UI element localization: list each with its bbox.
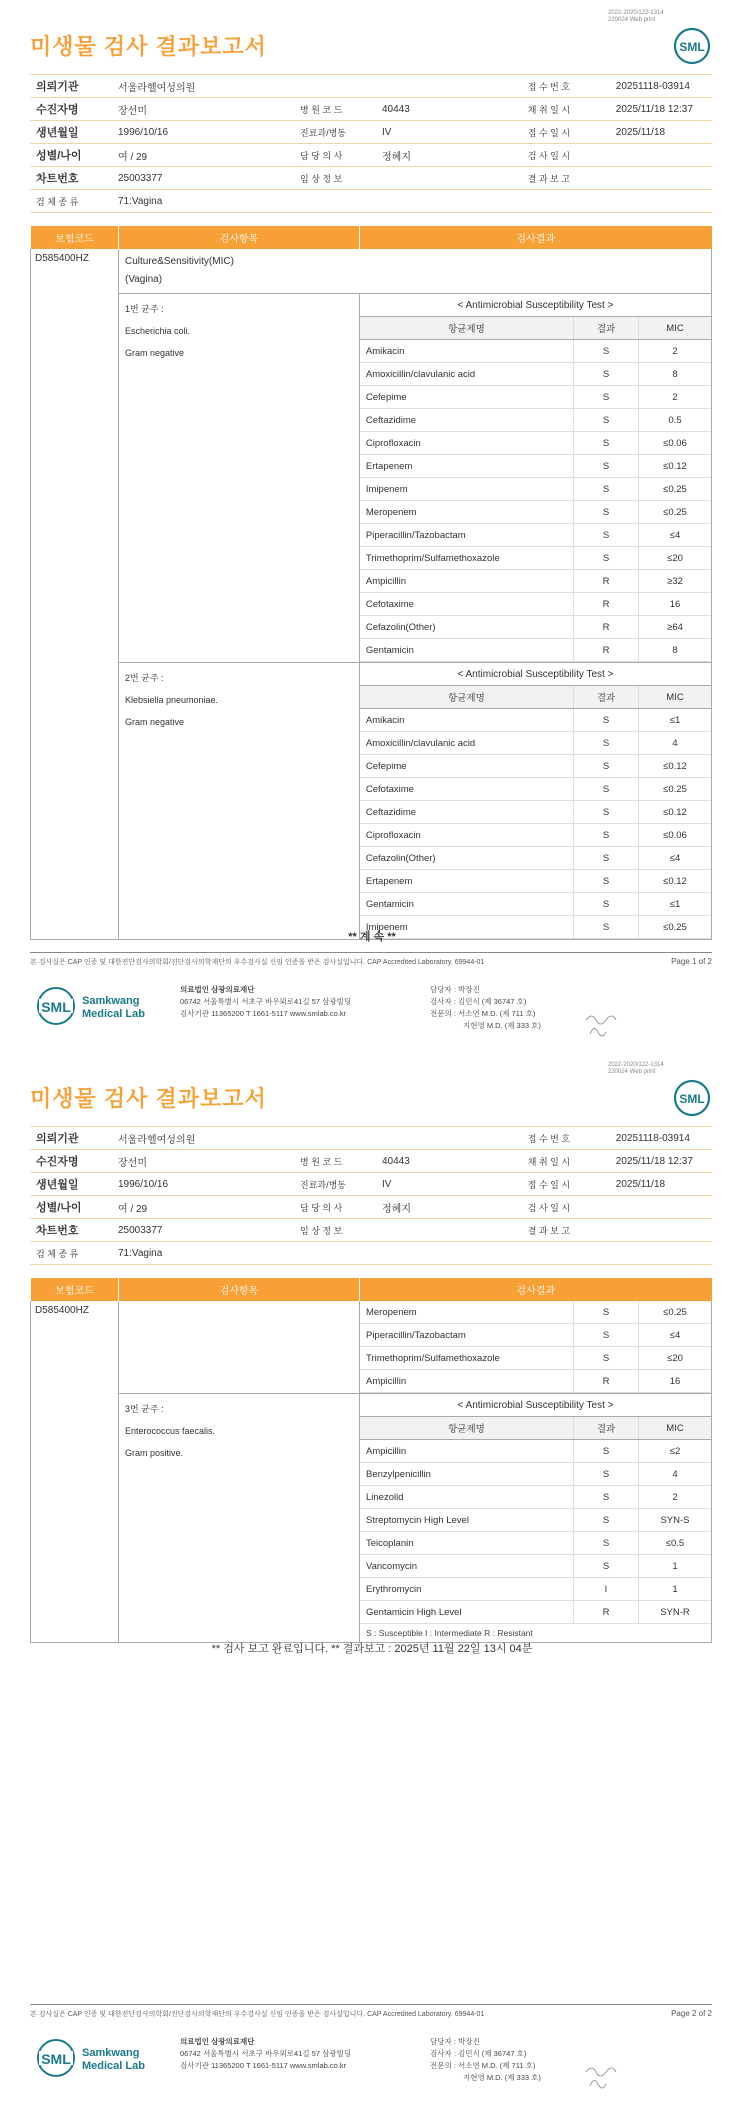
ast-row [360,455,711,478]
mic-value: ≤1 [639,893,712,916]
mic-value: 16 [639,593,712,616]
susceptibility-result: R [574,1601,639,1624]
antibiotic-name: Trimethoprim/Sulfamethoxazole [360,1347,574,1370]
ast-row [360,1370,711,1393]
susceptibility-result: S [574,363,639,386]
susceptibility-result: S [574,1555,639,1578]
ast-row [360,593,711,616]
ast-row [360,409,711,432]
ast-row [360,1301,711,1324]
ast-row [360,1601,711,1624]
susceptibility-result: S [574,1440,639,1463]
ast-row [360,893,711,916]
mic-value: ≤4 [639,847,712,870]
insurance-code: D585400HZ [31,1301,119,1643]
report-title: 미생물 검사 결과보고서 [30,34,267,59]
mic-value: SYN-S [639,1509,712,1532]
test-item: Culture&Sensitivity(MIC) (Vagina) [119,249,711,294]
ast-row [360,847,711,870]
mic-value: 4 [639,1463,712,1486]
susceptibility-result: S [574,1509,639,1532]
antibiotic-name: Cefazolin(Other) [360,616,574,639]
mic-value: 2 [639,386,712,409]
antibiotic-name: Ciprofloxacin [360,432,574,455]
ast-row [360,501,711,524]
print-code: 2022-2020/122-1314 220024 Web print [608,1062,664,1075]
mic-value: 16 [639,1370,712,1393]
mic-value: ≥32 [639,570,712,593]
patient-info-table: 의뢰기관 서울라헬여성의원 접 수 번 호 20251118-03914 수진자명 장선미 병 원 코 드 40443 채 취 일 시 2025/11/18 12:37 생년월일 1996/10/16 진료과/병동 IV 접 수 일 시 2025/11/18 성별/나이 여 / 29 담 당 의 사 정혜지 검 사 일 시 차트번호 25003377 임 상 정 보 결 과 보 고 검 체 종 류 71:Vagina [30,74,712,213]
ast-row [360,755,711,778]
mic-value: ≤0.25 [639,1301,712,1324]
antibiotic-name: Meropenem [360,501,574,524]
susceptibility-result: S [574,1486,639,1509]
antibiotic-name: Amoxicillin/clavulanic acid [360,732,574,755]
antibiotic-name: Imipenem [360,916,574,939]
ast-row [360,1440,711,1463]
ast-row [360,478,711,501]
samkwang-logo-icon [36,2038,156,2078]
susceptibility-result: S [574,1301,639,1324]
mic-value: ≤0.5 [639,1532,712,1555]
susceptibility-result: S [574,340,639,363]
ast-row [360,824,711,847]
mic-value: ≤0.12 [639,801,712,824]
antibiotic-name: Trimethoprim/Sulfamethoxazole [360,547,574,570]
ast-row [360,340,711,363]
result-table: 보험코드 검사항목 검사결과 D585400HZ Meropenem S ≤0.25 Piperacillin/Tazobactam S ≤4 Trimethoprim/Sulfamethoxazole S ≤20 Ampicillin R 16 3번 균주 : Enterococcus faecalis. Gram positive. < Antimicrobial Susceptibility Test > 항균제명 결과 MIC Ampicillin S ≤2 Benzylpenicillin S 4 Linezolid S 2 Streptomycin High Level S SYN-S Teicoplanin S ≤0.5 Vancomycin S 1 Erythromycin I 1 Gentamicin High Level R SYN-R S : Susceptible I : Intermediate R : Resistant [30,1278,712,1643]
mic-value: ≤0.06 [639,432,712,455]
mic-value: ≤20 [639,1347,712,1370]
mic-value: ≤0.12 [639,455,712,478]
mic-value: ≤20 [639,547,712,570]
antibiotic-name: Gentamicin [360,639,574,662]
ast-row [360,709,711,732]
susceptibility-result: S [574,1532,639,1555]
susceptibility-result: S [574,847,639,870]
susceptibility-result: S [574,501,639,524]
ast-row [360,432,711,455]
ast-table-organism-3: < Antimicrobial Susceptibility Test > 항균제명 결과 MIC Ampicillin S ≤2 Benzylpenicillin S 4 Linezolid S 2 Streptomycin High Level S SYN-S Teicoplanin S ≤0.5 Vancomycin S 1 Erythromycin I 1 Gentamicin High Level R SYN-R [360,1394,711,1624]
signature-icon [582,2062,622,2092]
lab-address: 의료법인 삼광의료재단 06742 서울특별시 서초구 바우뫼로41길 57 삼광빌딩 검사기관 11365200 T 1661-5117 www.smlab.co.kr [180,2037,352,2070]
page-number: Page 1 of 2 [671,957,712,966]
antibiotic-name: Cefepime [360,386,574,409]
ast-row [360,1463,711,1486]
antibiotic-name: Vancomycin [360,1555,574,1578]
susceptibility-result: S [574,801,639,824]
susceptibility-result: S [574,755,639,778]
result-legend: S : Susceptible I : Intermediate R : Resistant [365,1628,533,1638]
ast-row [360,363,711,386]
antibiotic-name: Cefotaxime [360,593,574,616]
antibiotic-name: Amikacin [360,709,574,732]
susceptibility-result: S [574,547,639,570]
ast-row [360,1578,711,1601]
susceptibility-result: S [574,732,639,755]
mic-value: ≤0.25 [639,478,712,501]
susceptibility-result: R [574,616,639,639]
antibiotic-name: Gentamicin [360,893,574,916]
ast-row [360,524,711,547]
ast-table-organism-2: < Antimicrobial Susceptibility Test > 항균제명 결과 MIC Amikacin S ≤1 Amoxicillin/clavulanic acid S 4 Cefepime S ≤0.12 Cefotaxime S ≤0.25 Ceftazidime S ≤0.12 Ciprofloxacin S ≤0.06 Cefazolin(Other) S ≤4 Ertapenem S ≤0.12 Gentamicin S ≤1 Imipenem S ≤0.25 [360,663,711,939]
antibiotic-name: Ertapenem [360,455,574,478]
sml-logo-icon [672,1078,712,1118]
mic-value: ≤4 [639,524,712,547]
susceptibility-result: S [574,870,639,893]
organism-3: 3번 균주 : Enterococcus faecalis. Gram positive. [124,1404,216,1458]
mic-value: 0.5 [639,409,712,432]
susceptibility-result: S [574,409,639,432]
susceptibility-result: S [574,455,639,478]
sml-logo-icon [672,26,712,66]
ast-row [360,547,711,570]
susceptibility-result: S [574,893,639,916]
antibiotic-name: Teicoplanin [360,1532,574,1555]
ast-row [360,1486,711,1509]
antibiotic-name: Imipenem [360,478,574,501]
antibiotic-name: Erythromycin [360,1578,574,1601]
antibiotic-name: Cefotaxime [360,778,574,801]
susceptibility-result: S [574,524,639,547]
mic-value: ≤0.25 [639,501,712,524]
mic-value: ≤0.12 [639,755,712,778]
insurance-code: D585400HZ [31,249,119,940]
susceptibility-result: S [574,1324,639,1347]
antibiotic-name: Streptomycin High Level [360,1509,574,1532]
mic-value: ≤0.25 [639,778,712,801]
report-footer: 본 검사실은 CAP 인증 및 대한진단검사의학회/진단검사의학재단의 우수검사실 신임 인증을 받은 검사실입니다. CAP Accredited Laboratory. 69944-01 Page 1 of 2 SML Samkwang Medical Lab 의료법인 삼광의료재단 06742 서울특별시 서초구 바우뫼로41길 57 삼광빌딩 검사기관 11365200 T 1661-5117 www.smlab.co.kr 담당자 : 박장진 검사자 : 김민식 (제 36747 호) 전문의 : 서소연 M.D. (제 711 호) 지현영 M.D. (제 333 호) [30,952,712,967]
antibiotic-name: Gentamicin High Level [360,1601,574,1624]
ast-table-organism-1: < Antimicrobial Susceptibility Test > 항균제명 결과 MIC Amikacin S 2 Amoxicillin/clavulanic acid S 8 Cefepime S 2 Ceftazidime S 0.5 Ciprofloxacin S ≤0.06 Ertapenem S ≤0.12 Imipenem S ≤0.25 Meropenem S ≤0.25 Piperacillin/Tazobactam S ≤4 Trimethoprim/Sulfamethoxazole S ≤20 Ampicillin R ≥32 Cefotaxime R 16 Cefazolin(Other) R ≥64 Gentamicin R 8 [360,294,711,662]
antibiotic-name: Ceftazidime [360,409,574,432]
ast-row [360,870,711,893]
svg-text:Medical Lab: Medical Lab [82,2060,145,2072]
mic-value: 2 [639,340,712,363]
ast-row [360,1324,711,1347]
mic-value: ≤1 [639,709,712,732]
samkwang-logo-icon [36,986,156,1026]
susceptibility-result: S [574,916,639,939]
report-page-2 [0,1052,744,2104]
svg-text:Samkwang: Samkwang [82,2047,140,2059]
page-number: Page 2 of 2 [671,2009,712,2018]
ast-row [360,1509,711,1532]
svg-text:SML: SML [41,999,71,1015]
svg-text:Medical Lab: Medical Lab [82,1008,145,1020]
antibiotic-name: Ciprofloxacin [360,824,574,847]
svg-text:SML: SML [41,2051,71,2067]
ast-row [360,778,711,801]
mic-value: 8 [639,639,712,662]
signature-icon [582,1010,622,1040]
susceptibility-result: R [574,593,639,616]
lab-staff: 담당자 : 박장진 검사자 : 김민식 (제 36747 호) 전문의 : 서소연 M.D. (제 711 호) 지현영 M.D. (제 333 호) [430,985,541,1030]
antibiotic-name: Cefepime [360,755,574,778]
antibiotic-name: Ertapenem [360,870,574,893]
mic-value: ≤0.25 [639,916,712,939]
mic-value: SYN-R [639,1601,712,1624]
svg-text:Samkwang: Samkwang [82,995,140,1007]
mic-value: ≥64 [639,616,712,639]
susceptibility-result: R [574,570,639,593]
antibiotic-name: Linezolid [360,1486,574,1509]
ast-row [360,639,711,662]
antibiotic-name: Benzylpenicillin [360,1463,574,1486]
susceptibility-result: S [574,432,639,455]
ast-row [360,616,711,639]
svg-text:SML: SML [679,40,705,54]
mic-value: 2 [639,1486,712,1509]
organism-1: 1번 균주 : Escherichia coli. Gram negative [124,304,191,358]
continued-note: ** 계 속 ** [348,931,396,943]
ast-row [360,386,711,409]
ast-table-organism-2-continued [360,1301,711,1393]
report-title: 미생물 검사 결과보고서 [30,1086,267,1111]
susceptibility-result: R [574,639,639,662]
antibiotic-name: Ceftazidime [360,801,574,824]
ast-row [360,732,711,755]
mic-value: 1 [639,1578,712,1601]
ast-row [360,1555,711,1578]
mic-value: ≤2 [639,1440,712,1463]
organism-2: 2번 균주 : Klebsiella pneumoniae. Gram negative [124,673,219,727]
susceptibility-result: S [574,824,639,847]
ast-row [360,570,711,593]
mic-value: ≤0.06 [639,824,712,847]
susceptibility-result: S [574,1347,639,1370]
antibiotic-name: Ampicillin [360,570,574,593]
susceptibility-result: I [574,1578,639,1601]
antibiotic-name: Piperacillin/Tazobactam [360,1324,574,1347]
ast-row [360,801,711,824]
mic-value: 1 [639,1555,712,1578]
antibiotic-name: Ampicillin [360,1440,574,1463]
lab-address: 의료법인 삼광의료재단 06742 서울특별시 서초구 바우뫼로41길 57 삼광빌딩 검사기관 11365200 T 1661-5117 www.smlab.co.kr [180,985,352,1018]
susceptibility-result: S [574,1463,639,1486]
result-table: 보험코드 검사항목 검사결과 D585400HZ Culture&Sensitivity(MIC) (Vagina) 1번 균주 : Escherichia coli. Gram negative < Antimicrobial Susceptibility Test > 항균제명 결과 MIC Amikacin S 2 Amoxicillin/clavulanic acid S 8 Cefepime S 2 Ceftazidime S 0.5 Ciprofloxacin S ≤0.06 Ertapenem S ≤0.12 Imipenem S ≤0.25 Meropenem S ≤0.25 Piperacillin/Tazobactam S ≤4 Trimethoprim/Sulfamethoxazole S ≤20 Ampicillin R ≥32 Cefotaxime R 16 Cefazolin(Other) R ≥64 Gentamicin R 8 2번 균주 : Klebsiella pneumoniae. Gram negative < Antimicrobial Susceptibility Test > 항균제명 결과 MIC Amikacin S ≤1 Amoxicillin/clavulanic acid S 4 Cefepime S ≤0.12 Cefotaxime S ≤0.25 Ceftazidime S ≤0.12 Ciprofloxacin S ≤0.06 Cefazolin(Other) S ≤4 Ertapenem S ≤0.12 Gentamicin S ≤1 Imipenem S ≤0.25 [30,226,712,940]
antibiotic-name: Amikacin [360,340,574,363]
antibiotic-name: Cefazolin(Other) [360,847,574,870]
antibiotic-name: Meropenem [360,1301,574,1324]
susceptibility-result: S [574,709,639,732]
susceptibility-result: S [574,778,639,801]
antibiotic-name: Piperacillin/Tazobactam [360,524,574,547]
susceptibility-result: S [574,386,639,409]
mic-value: 8 [639,363,712,386]
report-complete-note: ** 검사 보고 완료입니다. ** 결과보고 : 2025년 11월 22일 13시 04분 [211,1643,533,1655]
ast-row [360,1347,711,1370]
susceptibility-result: R [574,1370,639,1393]
report-footer: 본 검사실은 CAP 인증 및 대한진단검사의학회/진단검사의학재단의 우수검사실 신임 인증을 받은 검사실입니다. CAP Accredited Laboratory. 69944-01 Page 2 of 2 SML Samkwang Medical Lab 의료법인 삼광의료재단 06742 서울특별시 서초구 바우뫼로41길 57 삼광빌딩 검사기관 11365200 T 1661-5117 www.smlab.co.kr 담당자 : 박장진 검사자 : 김민식 (제 36747 호) 전문의 : 서소연 M.D. (제 711 호) 지현영 M.D. (제 333 호) [30,2004,712,2019]
mic-value: 4 [639,732,712,755]
patient-info-table: 의뢰기관 서울라헬여성의원 접 수 번 호 20251118-03914 수진자명 장선미 병 원 코 드 40443 채 취 일 시 2025/11/18 12:37 생년월일 1996/10/16 진료과/병동 IV 접 수 일 시 2025/11/18 성별/나이 여 / 29 담 당 의 사 정혜지 검 사 일 시 차트번호 25003377 임 상 정 보 결 과 보 고 검 체 종 류 71:Vagina [30,1126,712,1265]
susceptibility-result: S [574,478,639,501]
ast-row [360,1532,711,1555]
print-code: 2022-2020/122-1314 220024 Web print [608,10,664,23]
mic-value: ≤0.12 [639,870,712,893]
antibiotic-name: Ampicillin [360,1370,574,1393]
mic-value: ≤4 [639,1324,712,1347]
lab-staff: 담당자 : 박장진 검사자 : 김민식 (제 36747 호) 전문의 : 서소연 M.D. (제 711 호) 지현영 M.D. (제 333 호) [430,2037,541,2082]
svg-text:SML: SML [679,1092,705,1106]
antibiotic-name: Amoxicillin/clavulanic acid [360,363,574,386]
